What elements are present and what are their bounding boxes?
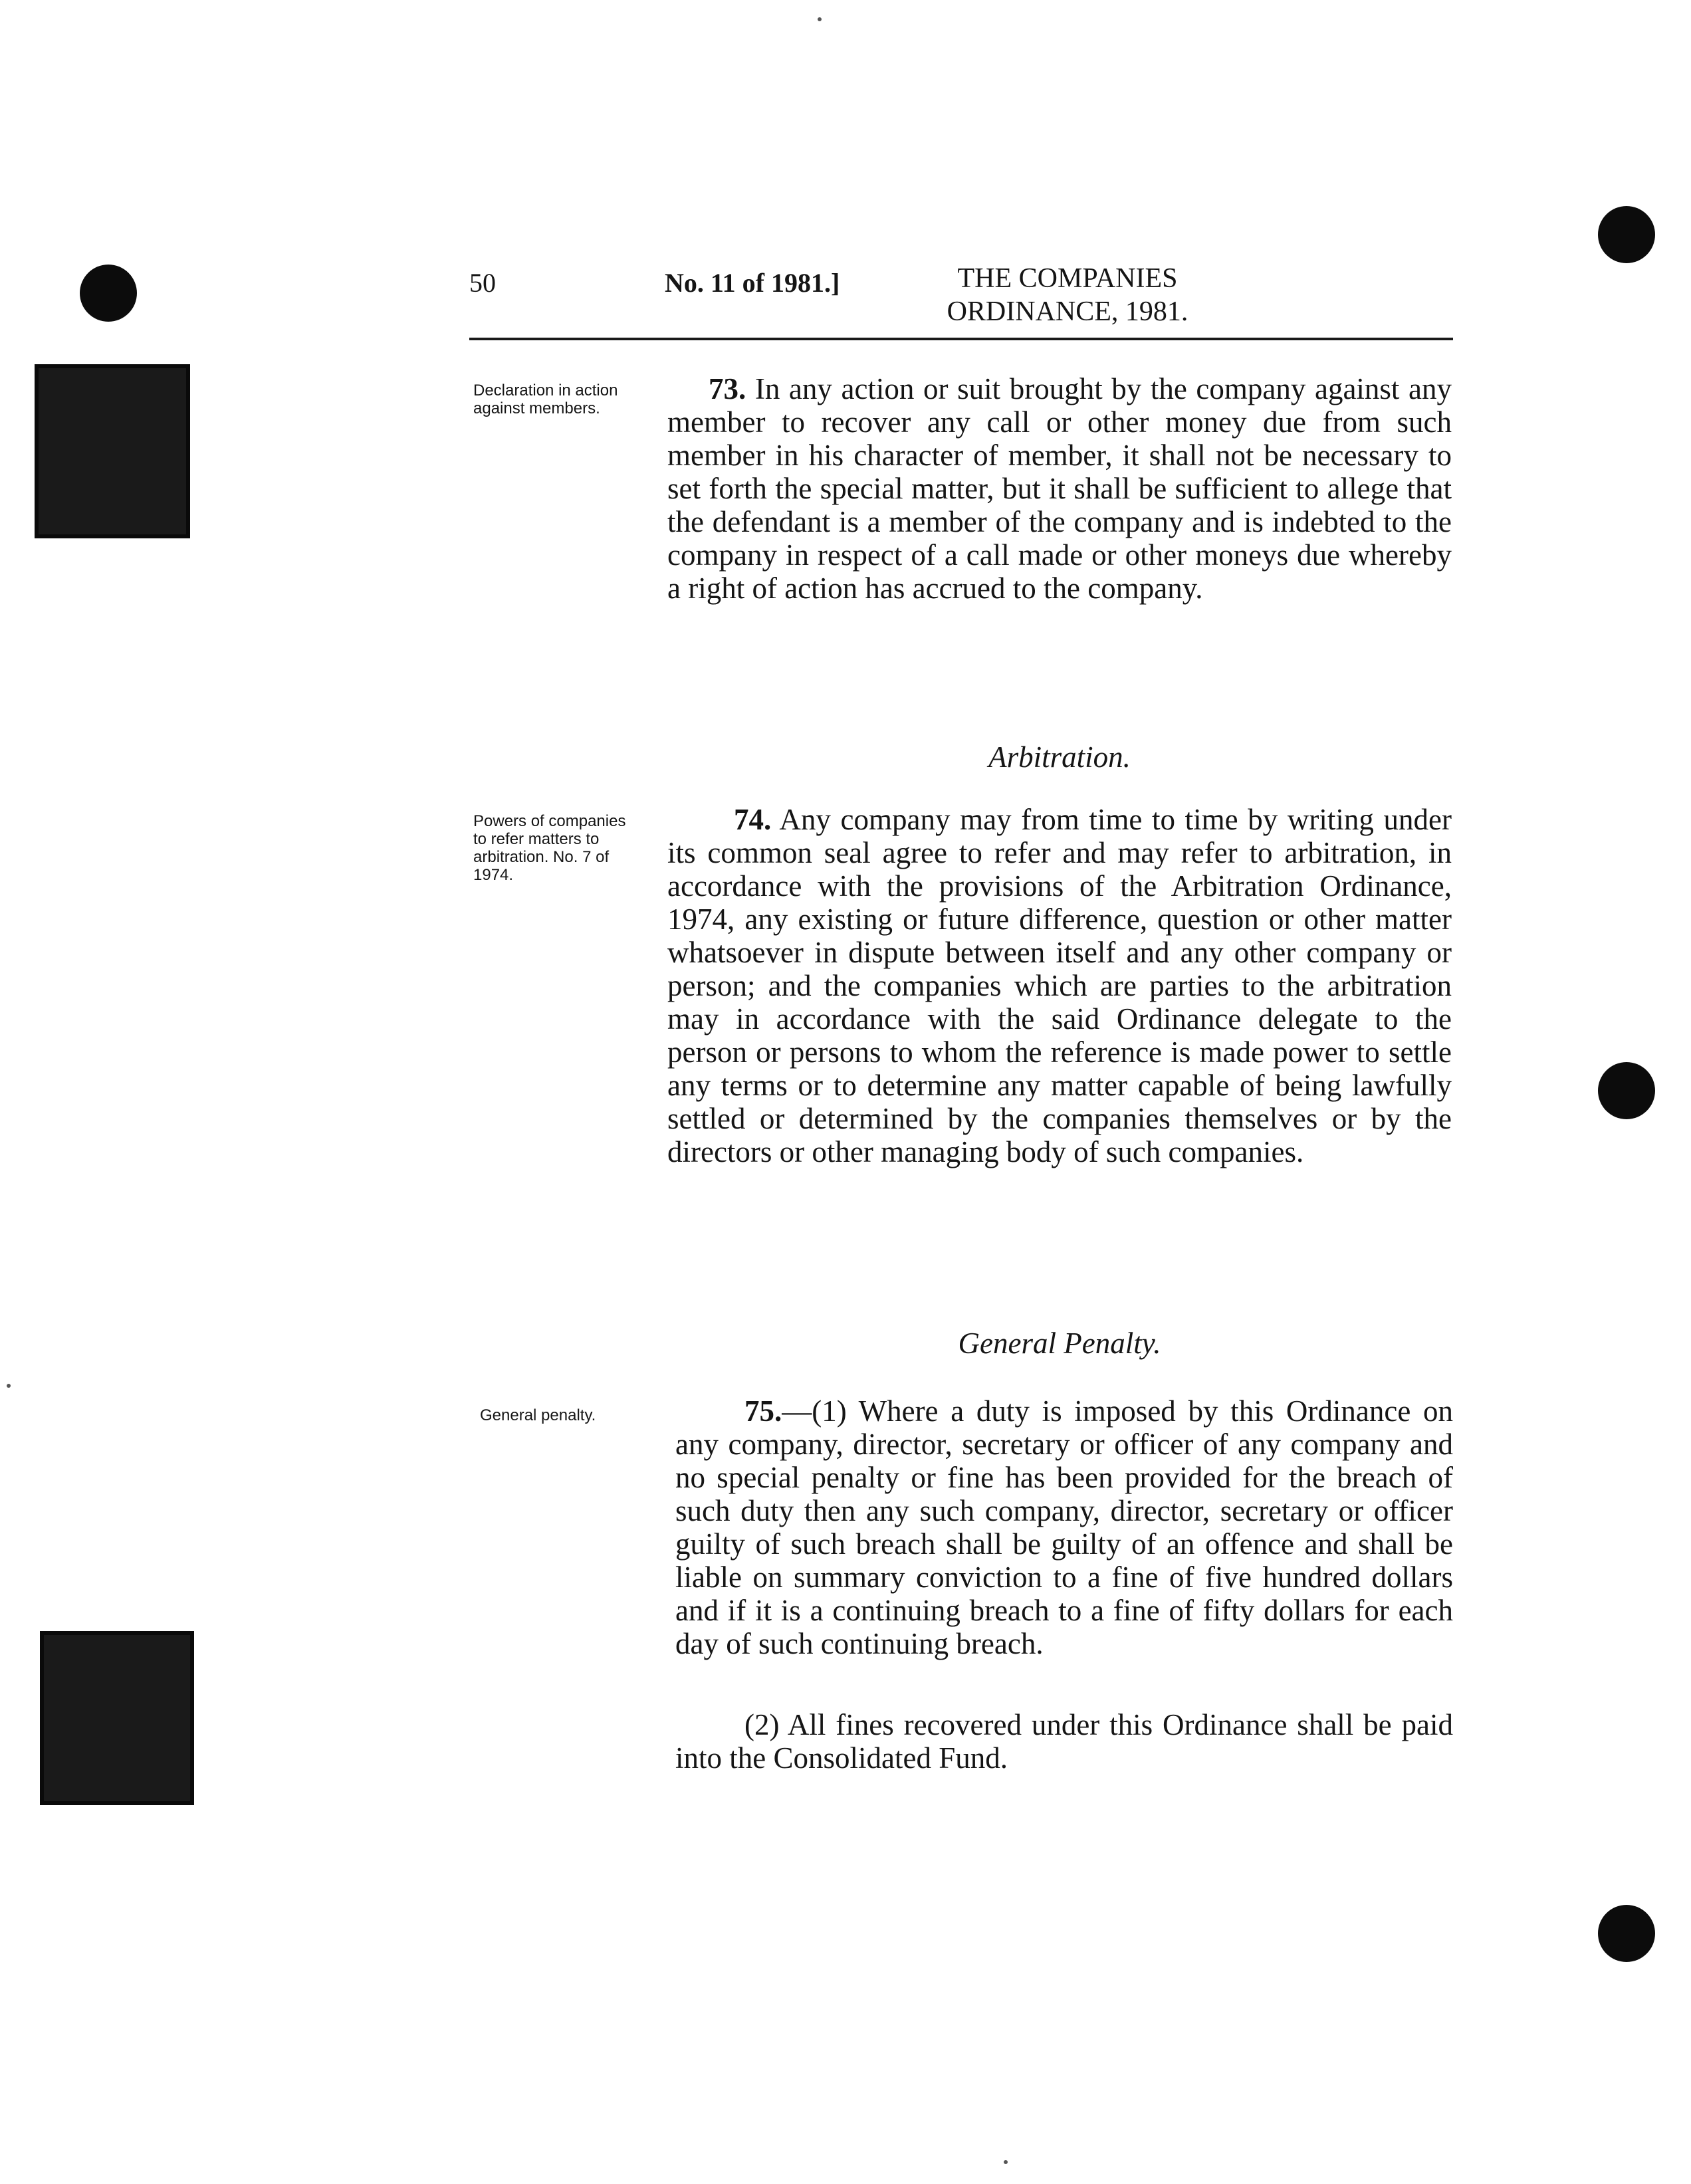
section-73-text: In any action or suit brought by the company against any member to recover any call or other money due from such member in his character of member, it shall not be necessary to set forth the special matter, but it shall be sufficient to allege that the defendant is a member of the company and is indebted to the company in respect of a call made or other moneys due whereby a right of action has accrued to the company. bbox=[667, 372, 1452, 605]
punch-hole-top-right bbox=[1598, 206, 1655, 263]
ordinance-number: No. 11 of 1981.] bbox=[665, 268, 840, 298]
scan-speck bbox=[818, 17, 822, 21]
section-75-subsection-2: (2) All fines recovered under this Ordinance shall be paid into the Consolidated Fund. bbox=[675, 1708, 1453, 1775]
header-rule bbox=[469, 338, 1453, 340]
section-75-subsection-1-text: Where a duty is imposed by this Ordinance on any company, director, secretary or officer of any company and no special penalty or fine has been provided for the breach of such duty then any such company, director, secretary or officer guilty of such breach shall be guilty of an offence and shall be liable on summary conviction to a fine of five hundred dollars and if it is a continuing breach to a fine of fifty dollars for each day of such continuing breach. bbox=[675, 1394, 1454, 1660]
section-73-number: 73. bbox=[709, 372, 746, 405]
section-74-paragraph bbox=[667, 803, 1452, 1168]
section-75-number: 75. bbox=[744, 1394, 782, 1428]
heading-arbitration: Arbitration. bbox=[988, 740, 1131, 774]
running-title-line-1: THE COMPANIES bbox=[957, 263, 1178, 294]
punch-hole-bottom-right bbox=[1598, 1905, 1655, 1962]
scan-noise-patch-top bbox=[35, 364, 190, 538]
running-title-line-2: ORDINANCE, 1981. bbox=[947, 296, 1188, 327]
page-number: 50 bbox=[469, 268, 496, 298]
heading-general-penalty: General Penalty. bbox=[958, 1327, 1161, 1360]
margin-note-section-74: Powers of companies to refer matters to arbitration. No. 7 of 1974. bbox=[473, 812, 626, 884]
section-75-subsection-1 bbox=[675, 1394, 1453, 1660]
scan-speck bbox=[1004, 2160, 1008, 2164]
section-75-subsection-1-lead: —(1) bbox=[782, 1394, 847, 1428]
scan-speck bbox=[7, 1384, 11, 1388]
margin-note-section-75: General penalty. bbox=[480, 1406, 596, 1424]
section-74-text: Any company may from time to time by writing under its common seal agree to refer and may refer to arbitration, in accordance with the provisions of the Arbitration Ordinance, 1974, any existing or future difference, question or other matter whatsoever in dispute between itself and any other company or person; and the companies which are parties to the arbitration may in accordance with the said Ordinance delegate to the person or persons to whom the reference is made power to settle any terms or to determine any matter capable of being lawfully settled or determined by the companies themselves or by the directors or other managing body of such companies. bbox=[667, 803, 1452, 1168]
section-74-number: 74. bbox=[734, 803, 772, 836]
punch-hole-top-left bbox=[80, 265, 137, 322]
margin-note-section-73: Declaration in action against members. bbox=[473, 382, 618, 417]
scan-noise-patch-bottom bbox=[40, 1631, 194, 1805]
punch-hole-middle-right bbox=[1598, 1062, 1655, 1119]
running-title bbox=[935, 262, 1200, 328]
section-73-paragraph bbox=[667, 372, 1452, 605]
